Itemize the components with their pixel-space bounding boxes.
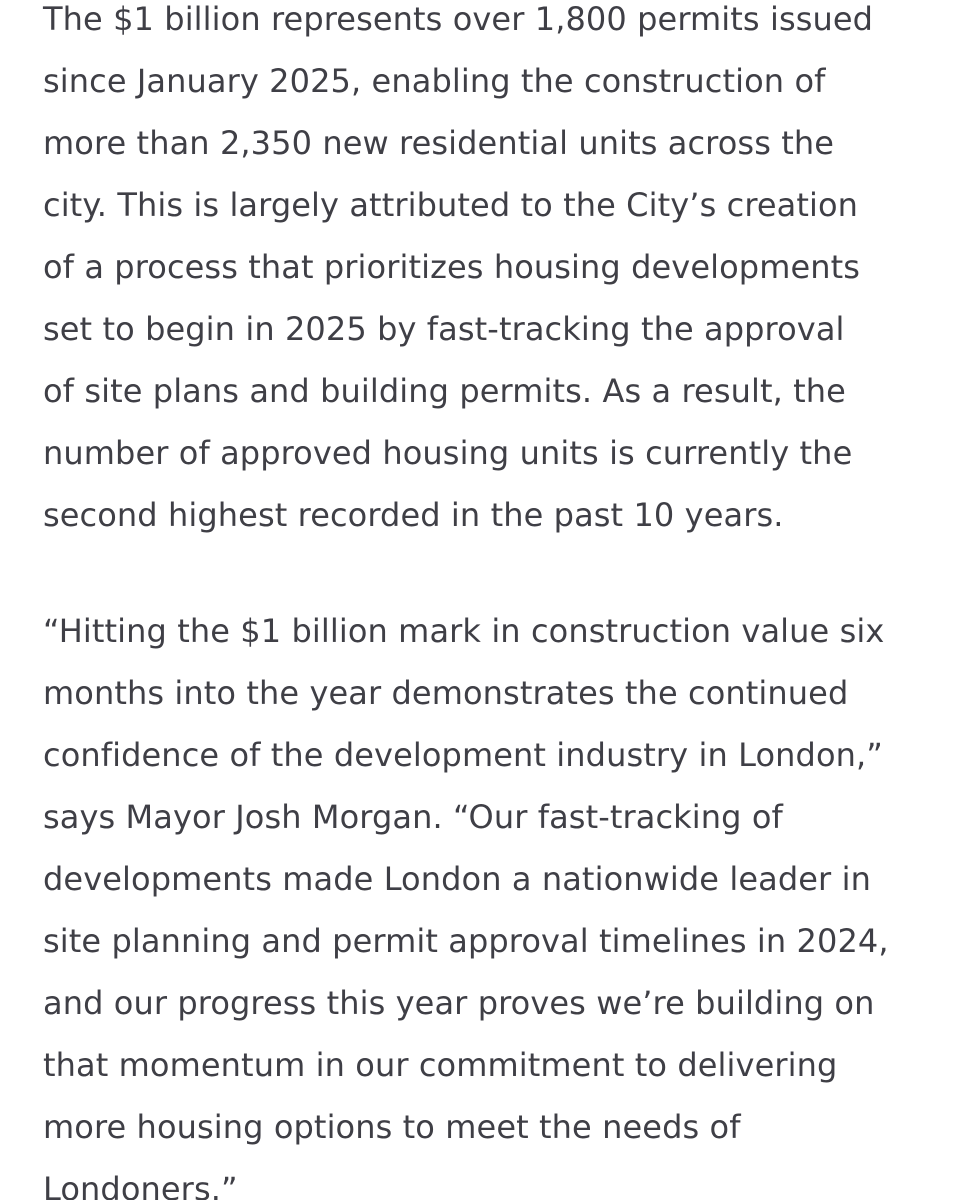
- text-line: city. This is largely attributed to the City’s creation: [43, 186, 859, 224]
- text-line: more than 2,350 new residential units across the: [43, 124, 835, 162]
- text-line: of site plans and building permits. As a result, the: [43, 372, 846, 410]
- text-line: “Hitting the $1 billion mark in construction value six: [43, 612, 885, 650]
- paragraph-mayor-quote: [43, 600, 889, 1200]
- paragraph-permits-summary: [43, 0, 873, 546]
- text-line: since January 2025, enabling the construction of: [43, 62, 826, 100]
- text-line: Londoners.”: [43, 1170, 238, 1200]
- text-line: more housing options to meet the needs of: [43, 1108, 741, 1146]
- text-line: site planning and permit approval timelines in 2024,: [43, 922, 889, 960]
- text-line: second highest recorded in the past 10 years.: [43, 496, 784, 534]
- text-line: developments made London a nationwide leader in: [43, 860, 871, 898]
- text-line: and our progress this year proves we’re building on: [43, 984, 875, 1022]
- text-line: says Mayor Josh Morgan. “Our fast-tracking of: [43, 798, 783, 836]
- text-line: confidence of the development industry in London,”: [43, 736, 883, 774]
- text-line: The $1 billion represents over 1,800 permits issued: [43, 0, 874, 38]
- text-line: of a process that prioritizes housing developments: [43, 248, 861, 286]
- text-line: number of approved housing units is currently the: [43, 434, 853, 472]
- text-line: that momentum in our commitment to delivering: [43, 1046, 838, 1084]
- text-line: months into the year demonstrates the continued: [43, 674, 849, 712]
- text-line: set to begin in 2025 by fast-tracking the approval: [43, 310, 845, 348]
